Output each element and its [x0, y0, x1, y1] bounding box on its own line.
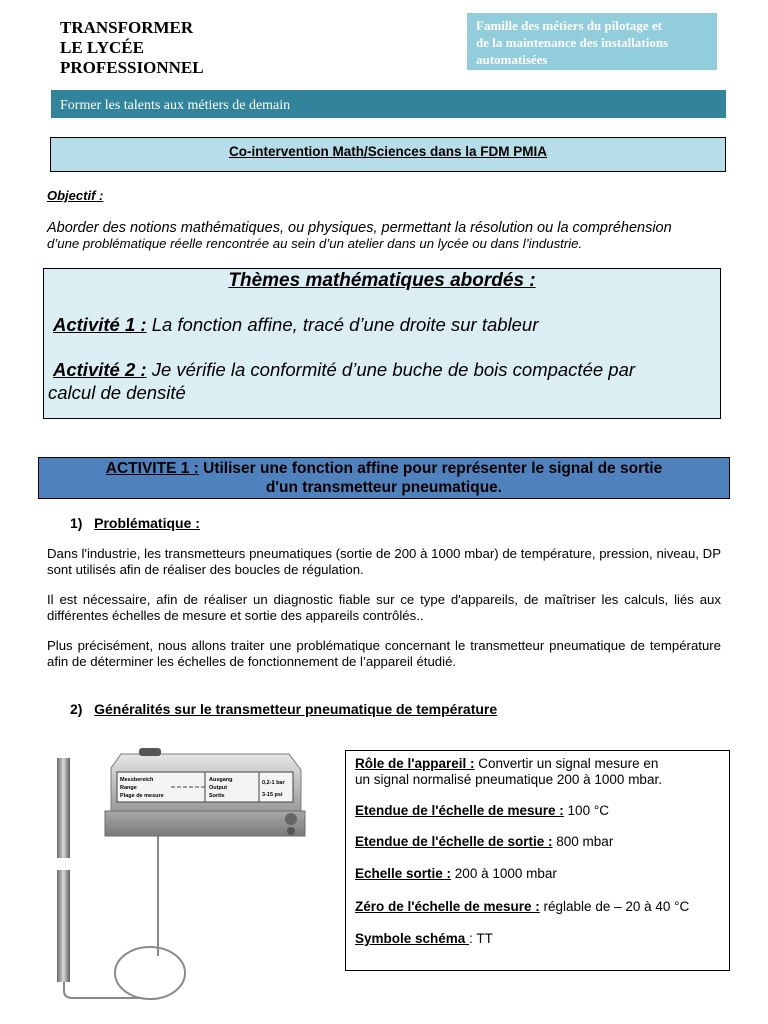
spec-etendue-mesure — [355, 803, 609, 819]
objectif-label: Objectif : — [47, 188, 104, 203]
activity-2-line — [53, 359, 635, 381]
probe-rod — [57, 758, 70, 858]
themes-title: Thèmes mathématiques abordés : — [228, 270, 536, 291]
spec-value: réglable de – 20 à 40 °C — [539, 899, 690, 914]
spec-etendue-sortie — [355, 834, 613, 850]
paragraph: Plus précisément, nous allons traiter une problématique concernant le transmetteur pneumatique de température afin de déterminer les échelles de fonctionnement de l’appareil étudié. — [47, 638, 721, 669]
spec-role-cont: un signal normalisé pneumatique 200 à 1000 mbar. — [355, 772, 662, 787]
objectif-text-line: Aborder des notions mathématiques, ou physiques, permettant la résolution ou la compréhension — [47, 220, 672, 236]
paragraph: Dans l'industrie, les transmetteurs pneumatiques (sortie de 200 à 1000 mbar) de température, pression, niveau, DP sont utilisés afin de réaliser des boucles de régulation. — [47, 546, 721, 577]
family-box — [467, 13, 717, 70]
section-1-title: Problématique : — [94, 515, 200, 531]
activity-1-text: La fonction affine, tracé d’une droite sur tableur — [146, 314, 539, 335]
activity-1-line — [53, 314, 538, 336]
label-left-3: Plage de mesure — [120, 793, 164, 799]
spec-symbole — [355, 931, 493, 947]
activity-1-key: Activité 1 : — [53, 314, 147, 335]
spec-role — [355, 756, 658, 772]
activite-1-key: ACTIVITE 1 : — [105, 460, 199, 477]
cointervention-box — [50, 137, 726, 172]
activity-2-text: Je vérifie la conformité d’une buche de bois compactée par — [146, 359, 636, 380]
section-1-number: 1) — [70, 515, 83, 531]
objectif-text-line: d’une problématique réelle rencontrée au sein d’un atelier dans un lycée ou dans l’industrie. — [47, 236, 583, 251]
activite-1-line — [39, 459, 729, 478]
spec-key: Zéro de l'échelle de mesure : — [355, 899, 540, 914]
brand-line: TRANSFORMER — [60, 18, 194, 37]
activity-2-text-cont: calcul de densité — [48, 382, 186, 403]
themes-box — [43, 268, 721, 419]
transmitter-illustration — [53, 746, 308, 1006]
section-2-number: 2) — [70, 701, 83, 717]
activite-1-line-2: d'un transmetteur pneumatique. — [265, 479, 503, 496]
spec-key: Etendue de l'échelle de sortie : — [355, 834, 553, 849]
activite-1-text: Utiliser une fonction affine pour représenter le signal de sortie — [198, 460, 663, 477]
paragraph: Il est nécessaire, afin de réaliser un diagnostic fiable sur ce type d'appareils, de maîtriser les calculs, liés aux différentes échelles de mesure et sortie des appareils contrôlés.. — [47, 592, 721, 623]
brand-title — [60, 18, 204, 78]
activite-1-banner — [38, 457, 730, 499]
family-line: de la maintenance des installations — [476, 35, 669, 50]
spec-key: Etendue de l'échelle de mesure : — [355, 803, 564, 818]
spec-value: : TT — [469, 931, 493, 946]
section-1-heading — [70, 515, 200, 531]
activity-2-key: Activité 2 : — [53, 359, 147, 380]
family-line: automatisées — [476, 52, 548, 67]
transmitter-photo — [53, 746, 308, 1006]
section-2-title: Généralités sur le transmetteur pneumatique de température — [94, 701, 498, 717]
label-left-1: Messbereich — [120, 777, 154, 783]
section-2-heading — [70, 701, 497, 717]
spec-value: Convertir un signal mesure en — [474, 756, 659, 771]
spec-key: Symbole schéma — [355, 931, 470, 946]
label-value-1: 0,2-1 bar — [262, 780, 285, 786]
cointervention-title: Co-intervention Math/Sciences dans la FDM PMIA — [228, 144, 548, 159]
brand-line: LE LYCÉE — [60, 38, 144, 57]
label-left-2: Range — [120, 785, 137, 791]
probe-rod — [57, 870, 70, 982]
label-right-2: Output — [209, 785, 228, 791]
spec-key: Rôle de l'appareil : — [355, 756, 475, 771]
spec-echelle-sortie — [355, 866, 557, 882]
specs-box — [345, 750, 730, 971]
spec-value: 100 °C — [563, 803, 609, 818]
label-value-2: 3-15 psi — [262, 792, 283, 798]
spec-zero-mesure — [355, 899, 689, 915]
label-right-3: Sortie — [209, 793, 225, 799]
label-right-1: Ausgang — [209, 777, 233, 783]
tagline-bar — [51, 90, 726, 118]
family-line: Famille des métiers du pilotage et — [476, 18, 662, 33]
spec-value: 800 mbar — [552, 834, 614, 849]
brand-line: PROFESSIONNEL — [60, 58, 204, 77]
tagline: Former les talents aux métiers de demain — [60, 98, 291, 113]
spec-value: 200 à 1000 mbar — [451, 866, 557, 881]
spec-key: Echelle sortie : — [355, 866, 452, 881]
